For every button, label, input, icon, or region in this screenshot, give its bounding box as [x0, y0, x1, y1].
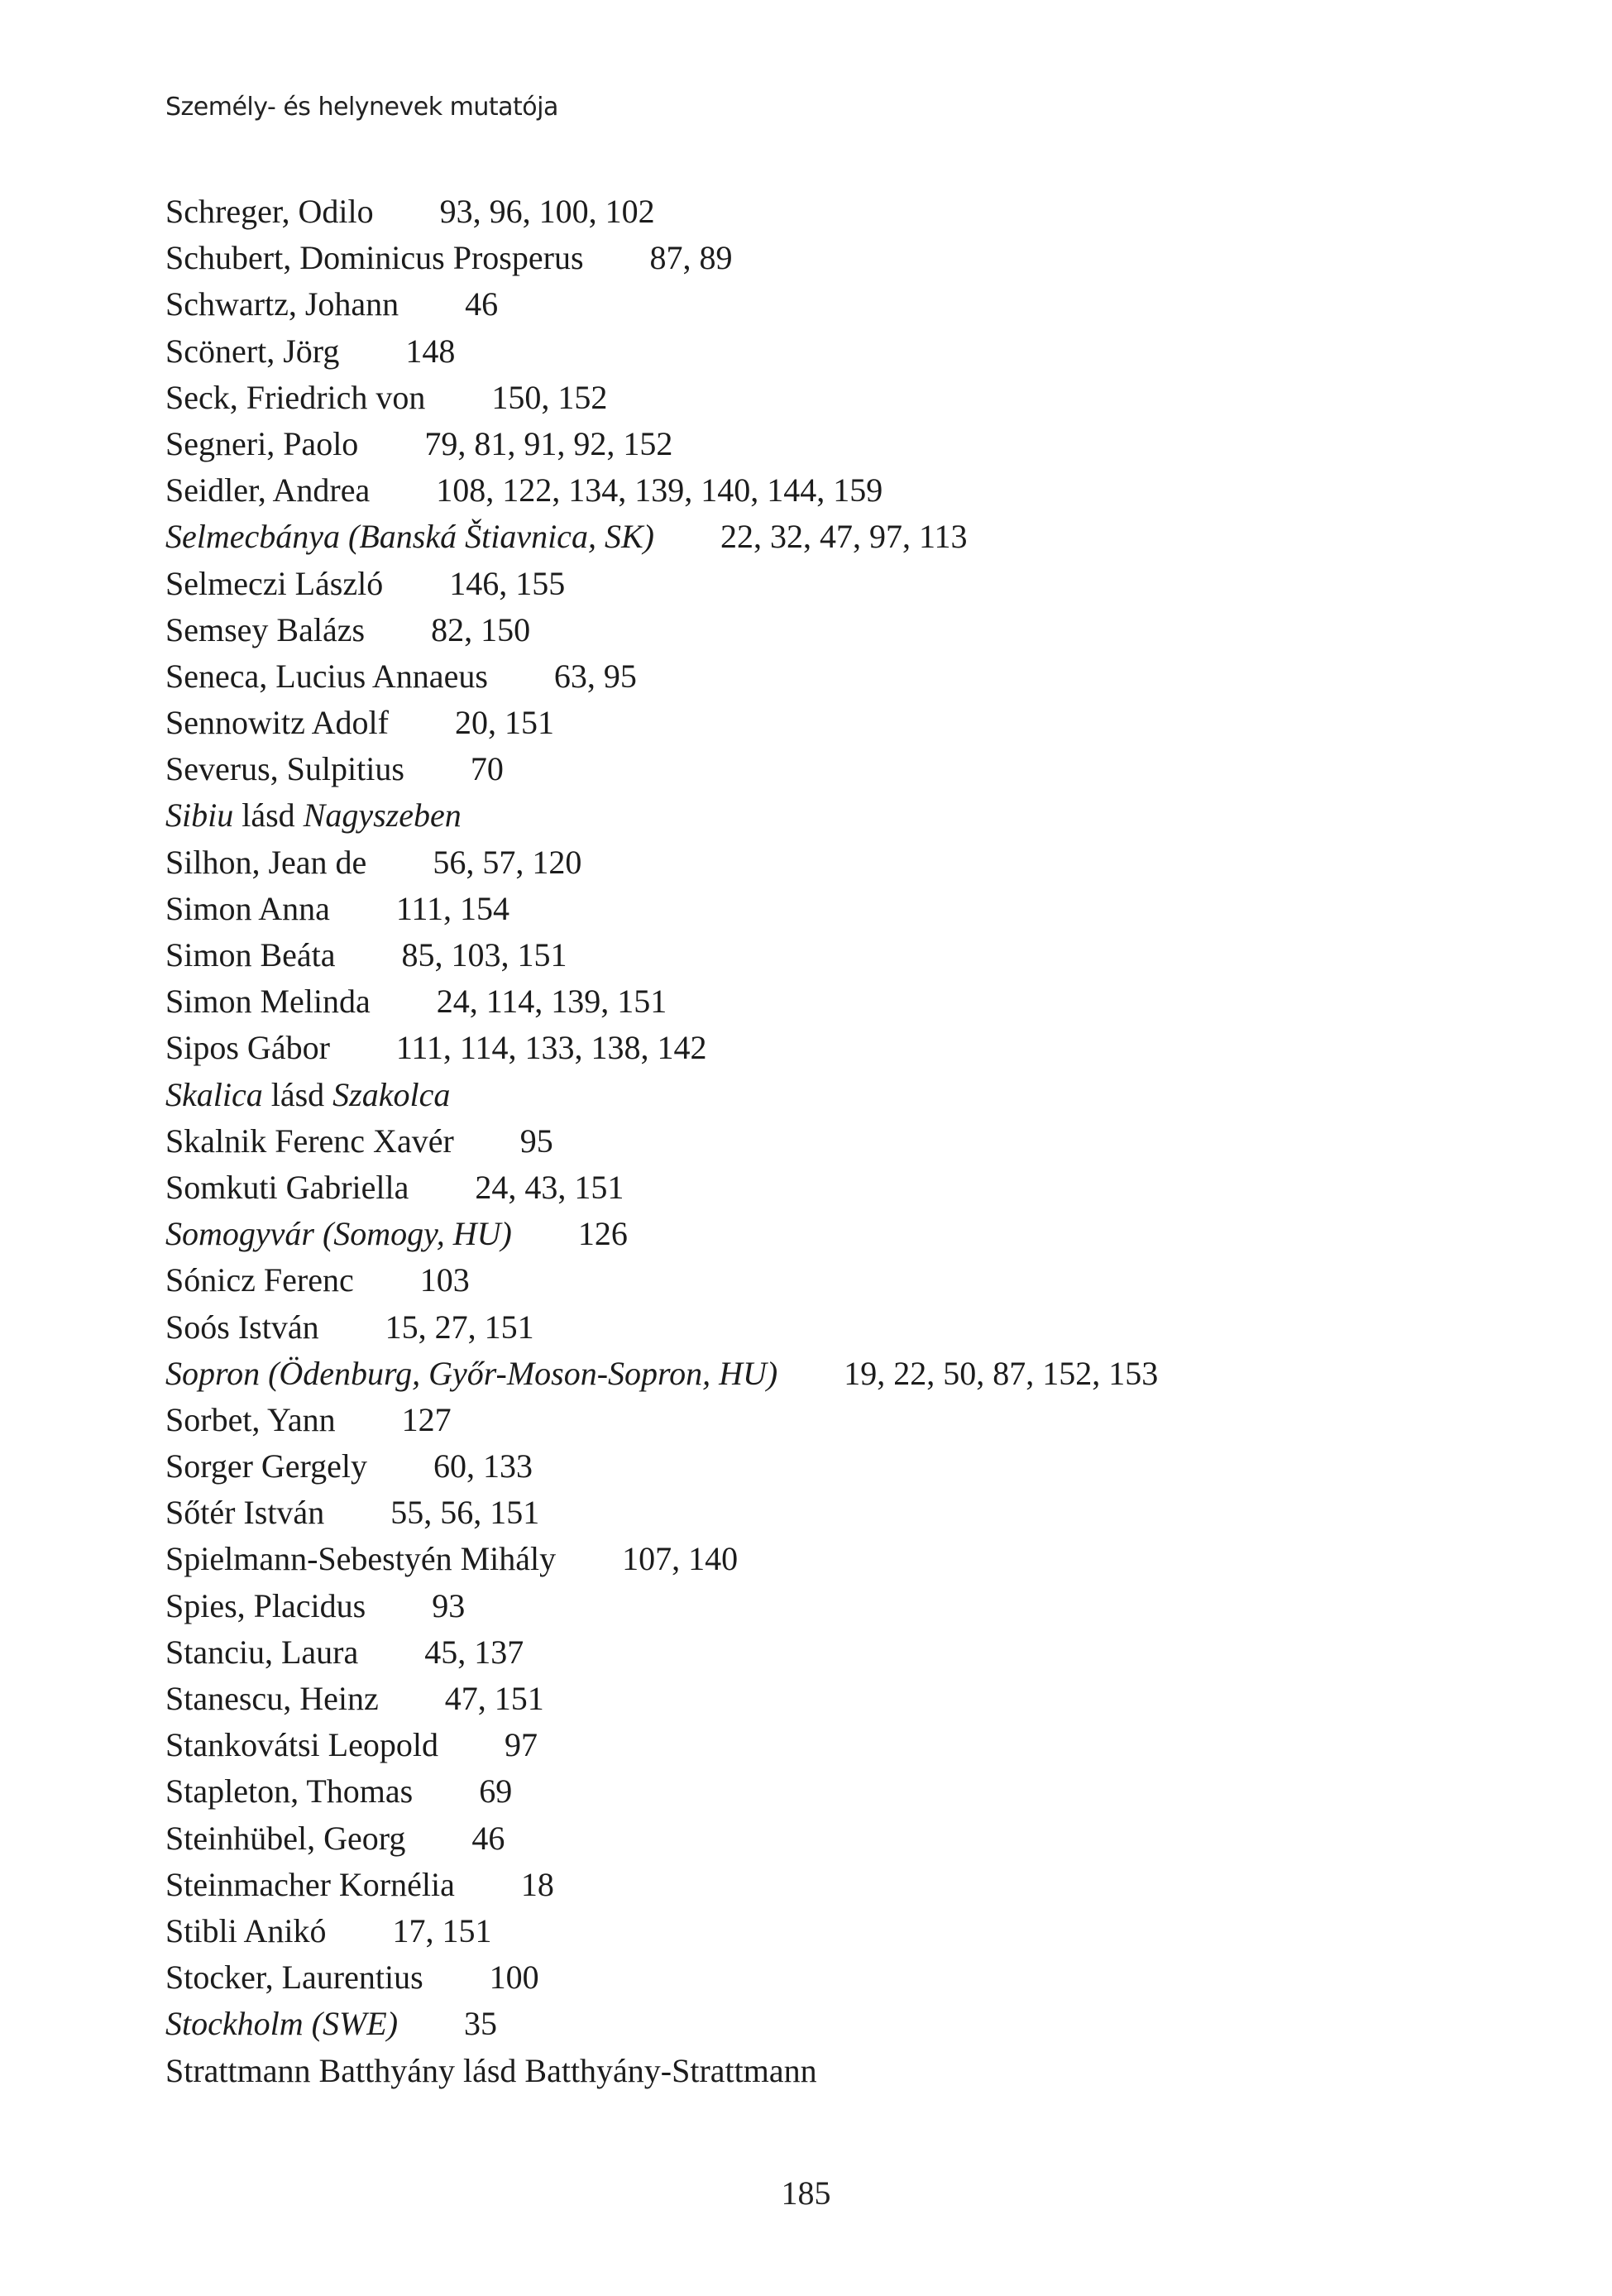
entry-name: Severus, Sulpitius — [165, 750, 404, 788]
entry-name: Steinhübel, Georg — [165, 1819, 406, 1857]
index-entry — [165, 189, 1456, 235]
entry-pages: 95 — [519, 1122, 553, 1160]
see-word: lásd — [462, 2051, 517, 2089]
entry-pages: 146, 155 — [449, 564, 566, 602]
entry-name: Selmeczi László — [165, 564, 384, 602]
entry-pages: 85, 103, 151 — [401, 936, 567, 973]
entry-name: Simon Beáta — [165, 936, 336, 973]
entry-pages: 93 — [432, 1586, 466, 1624]
entry-pages: 15, 27, 151 — [385, 1308, 534, 1346]
entry-name: Somkuti Gabriella — [165, 1168, 409, 1206]
entry-pages: 87, 89 — [649, 239, 733, 277]
index-entry — [165, 1583, 1456, 1629]
entry-name: Sennowitz Adolf — [165, 704, 389, 742]
entry-name: Stocker, Laurentius — [165, 1959, 423, 1997]
index-entry — [165, 607, 1456, 653]
entry-name: Silhon, Jean de — [165, 843, 367, 881]
entry-pages: 107, 140 — [622, 1540, 739, 1578]
entry-name: Sorger Gergely — [165, 1447, 368, 1485]
index-entry — [165, 281, 1456, 328]
entry-name: Simon Melinda — [165, 983, 371, 1021]
entry-name: Sónicz Ferenc — [165, 1261, 354, 1299]
entry-pages: 19, 22, 50, 87, 152, 153 — [844, 1354, 1159, 1392]
index-entry — [165, 886, 1456, 932]
entry-name: Somogyvár (Somogy, HU) — [165, 1215, 512, 1253]
index-entry — [165, 1536, 1456, 1582]
entry-pages: 150, 152 — [491, 378, 608, 416]
entry-name: Simon Anna — [165, 889, 330, 927]
entry-name: Spielmann-Sebestyén Mihály — [165, 1540, 557, 1578]
entry-name: Stockholm (SWE) — [165, 2005, 399, 2043]
entry-pages: 56, 57, 120 — [433, 843, 582, 881]
running-head: Személy- és helynevek mutatója — [165, 93, 558, 122]
entry-pages: 69 — [479, 1772, 513, 1810]
cross-reference-entry — [165, 1072, 1456, 1118]
index-entry — [165, 1815, 1456, 1862]
index-entry — [165, 1304, 1456, 1351]
cross-reference-entry — [165, 2048, 1456, 2094]
entry-term: Sibiu — [165, 796, 234, 835]
cross-reference-entry — [165, 792, 1456, 839]
index-entry — [165, 1490, 1456, 1536]
entry-name: Schwartz, Johann — [165, 285, 399, 323]
page-number: 185 — [781, 2174, 831, 2212]
index-entry — [165, 1862, 1456, 1908]
entry-pages: 93, 96, 100, 102 — [439, 193, 655, 230]
index-entry — [165, 1118, 1456, 1165]
entry-pages: 20, 151 — [454, 704, 554, 742]
index-entry — [165, 1908, 1456, 1954]
see-word: lásd — [270, 1075, 325, 1113]
index-entry — [165, 1629, 1456, 1676]
entry-pages: 148 — [405, 332, 456, 370]
index-entry — [165, 375, 1456, 421]
entry-name: Spies, Placidus — [165, 1586, 366, 1624]
entry-pages: 35 — [464, 2005, 498, 2043]
index-entry — [165, 1025, 1456, 1071]
entry-pages: 103 — [419, 1261, 470, 1299]
entry-name: Skalnik Ferenc Xavér — [165, 1122, 454, 1160]
entry-name: Schreger, Odilo — [165, 193, 374, 230]
entry-pages: 111, 154 — [395, 889, 509, 927]
entry-pages: 97 — [504, 1726, 538, 1764]
entry-pages: 70 — [470, 750, 504, 788]
entry-name: Sopron (Ödenburg, Győr-Moson-Sopron, HU) — [165, 1354, 778, 1392]
entry-name: Scönert, Jörg — [165, 332, 340, 370]
index-entry — [165, 328, 1456, 375]
index-entry — [165, 1165, 1456, 1211]
entry-name: Sorbet, Yann — [165, 1400, 336, 1438]
entry-pages: 60, 133 — [433, 1447, 533, 1485]
entry-pages: 82, 150 — [431, 610, 531, 648]
entry-pages: 18 — [520, 1865, 554, 1903]
index-entry — [165, 1351, 1456, 1397]
entry-name: Stankovátsi Leopold — [165, 1726, 438, 1764]
index-entry — [165, 2001, 1456, 2047]
entry-term: Skalica — [165, 1075, 263, 1113]
index-entry — [165, 1397, 1456, 1443]
entry-pages: 47, 151 — [444, 1680, 544, 1717]
entry-name: Seidler, Andrea — [165, 471, 371, 509]
index-entry — [165, 1722, 1456, 1768]
entry-pages: 127 — [401, 1400, 452, 1438]
entry-name: Stibli Anikó — [165, 1911, 327, 1949]
entry-pages: 46 — [465, 285, 499, 323]
entry-pages: 55, 56, 151 — [390, 1494, 540, 1532]
entry-pages: 46 — [471, 1819, 505, 1857]
see-target: Batthyány-Strattmann — [524, 2051, 817, 2089]
entry-name: Sőtér István — [165, 1494, 325, 1532]
index-entry — [165, 1676, 1456, 1722]
entry-term: Strattmann Batthyány — [165, 2051, 455, 2089]
entry-pages: 126 — [577, 1215, 628, 1253]
entry-pages: 108, 122, 134, 139, 140, 144, 159 — [436, 471, 883, 509]
entry-name: Steinmacher Kornélia — [165, 1865, 455, 1903]
entry-pages: 45, 137 — [424, 1633, 524, 1671]
index-entry — [165, 1954, 1456, 2001]
entry-name: Stapleton, Thomas — [165, 1772, 414, 1810]
entry-pages: 63, 95 — [553, 657, 637, 695]
entry-name: Selmecbánya (Banská Štiavnica, SK) — [165, 518, 654, 556]
entry-name: Semsey Balázs — [165, 610, 366, 648]
entry-name: Stanescu, Heinz — [165, 1680, 379, 1717]
entry-pages: 24, 114, 139, 151 — [436, 983, 667, 1021]
entry-name: Sipos Gábor — [165, 1029, 330, 1067]
index-entry — [165, 235, 1456, 281]
entry-pages: 17, 151 — [392, 1911, 492, 1949]
index-entry — [165, 932, 1456, 978]
see-word: lásd — [242, 796, 295, 835]
index-entry — [165, 1768, 1456, 1815]
index-entry — [165, 421, 1456, 467]
entry-name: Segneri, Paolo — [165, 424, 359, 462]
entry-pages: 100 — [489, 1959, 539, 1997]
index-list — [165, 189, 1456, 2094]
index-entry — [165, 700, 1456, 746]
index-entry — [165, 514, 1456, 560]
index-entry — [165, 1443, 1456, 1490]
index-entry — [165, 746, 1456, 792]
index-entry — [165, 1211, 1456, 1257]
entry-name: Soós István — [165, 1308, 319, 1346]
entry-name: Seneca, Lucius Annaeus — [165, 657, 488, 695]
index-entry — [165, 839, 1456, 886]
index-entry — [165, 978, 1456, 1025]
index-entry — [165, 561, 1456, 607]
entry-name: Seck, Friedrich von — [165, 378, 426, 416]
see-target: Szakolca — [332, 1075, 451, 1113]
entry-pages: 111, 114, 133, 138, 142 — [395, 1029, 707, 1067]
see-target: Nagyszeben — [303, 796, 462, 835]
entry-pages: 24, 43, 151 — [475, 1168, 624, 1206]
index-entry — [165, 1257, 1456, 1303]
index-entry — [165, 467, 1456, 514]
entry-name: Schubert, Dominicus Prosperus — [165, 239, 584, 277]
index-entry — [165, 653, 1456, 700]
entry-name: Stanciu, Laura — [165, 1633, 359, 1671]
entry-pages: 22, 32, 47, 97, 113 — [720, 518, 968, 556]
entry-pages: 79, 81, 91, 92, 152 — [424, 424, 673, 462]
